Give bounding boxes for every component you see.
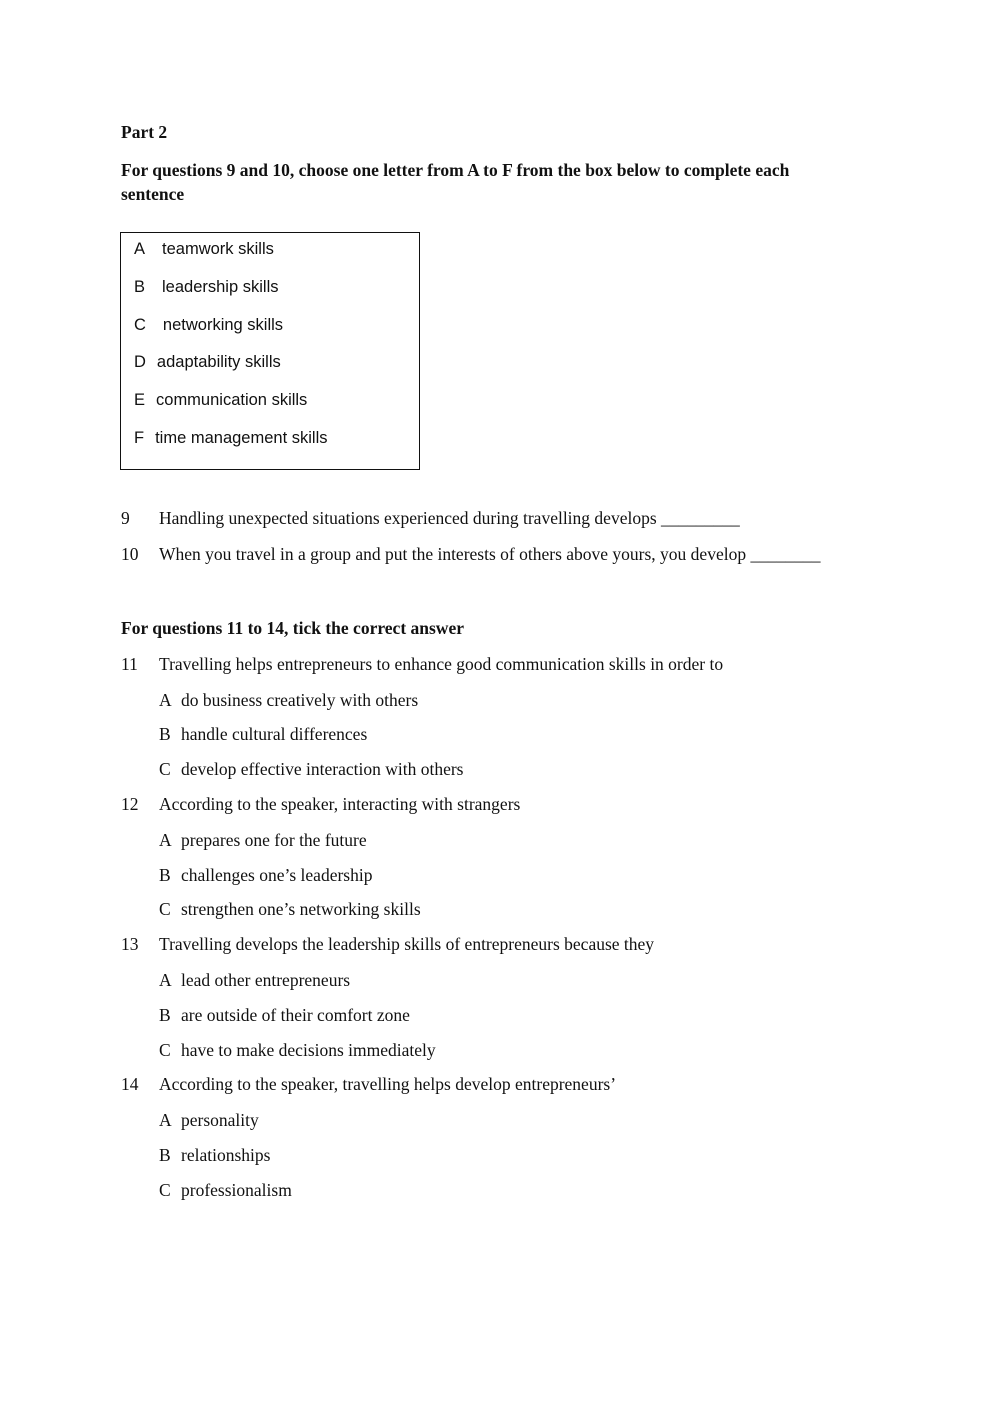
- question-number-9: 9: [121, 508, 130, 528]
- question-text-13: Travelling develops the leadership skills of entrepreneurs because they: [159, 934, 655, 954]
- option-letter[interactable]: B: [159, 724, 171, 744]
- option-text[interactable]: relationships: [181, 1145, 271, 1165]
- box-option-text: leadership skills: [162, 278, 279, 296]
- question-number-12: 12: [121, 794, 139, 814]
- option-text[interactable]: challenges one’s leadership: [181, 865, 373, 885]
- option-text[interactable]: prepares one for the future: [181, 830, 367, 850]
- question-text-10: When you travel in a group and put the interests of others above yours, you develop ________: [159, 544, 821, 564]
- question-number-13: 13: [121, 934, 139, 954]
- option-letter[interactable]: C: [159, 899, 171, 919]
- option-text[interactable]: lead other entrepreneurs: [181, 970, 351, 990]
- box-option-a: [134, 240, 274, 259]
- option-letter[interactable]: C: [159, 759, 171, 779]
- box-option-letter: A: [134, 240, 146, 258]
- option-letter[interactable]: B: [159, 1145, 171, 1165]
- option-letter[interactable]: A: [159, 1110, 172, 1130]
- box-option-d: [134, 353, 281, 372]
- option-text[interactable]: have to make decisions immediately: [181, 1040, 436, 1060]
- box-option-f: [134, 429, 328, 448]
- option-letter[interactable]: A: [159, 830, 172, 850]
- option-letter[interactable]: B: [159, 865, 171, 885]
- option-letter[interactable]: C: [159, 1040, 171, 1060]
- box-option-text: time management skills: [155, 429, 328, 447]
- question-text-9: Handling unexpected situations experienced during travelling develops _________: [159, 508, 740, 528]
- option-text[interactable]: professionalism: [181, 1180, 292, 1200]
- box-option-text: communication skills: [156, 391, 308, 409]
- option-letter[interactable]: B: [159, 1005, 171, 1025]
- option-letter[interactable]: C: [159, 1180, 171, 1200]
- box-option-text: networking skills: [162, 316, 284, 334]
- question-number-10: 10: [121, 544, 139, 564]
- part-title: Part 2: [121, 122, 168, 142]
- section2-instruction: For questions 11 to 14, tick the correct answer: [121, 618, 464, 638]
- question-number-14: 14: [121, 1074, 139, 1094]
- option-text[interactable]: are outside of their comfort zone: [181, 1005, 410, 1025]
- box-option-letter: B: [134, 278, 146, 296]
- box-option-b: [134, 278, 278, 297]
- box-option-letter: F: [134, 429, 145, 447]
- section1-instruction: For questions 9 and 10, choose one letter from A to F from the box below to complete each sentence: [121, 160, 790, 204]
- option-letter[interactable]: A: [159, 970, 172, 990]
- box-option-letter: C: [134, 316, 146, 334]
- option-text[interactable]: strengthen one’s networking skills: [181, 899, 421, 919]
- box-option-c: [134, 316, 283, 335]
- box-option-text: adaptability skills: [156, 353, 281, 371]
- question-text-14: According to the speaker, travelling helps develop entrepreneurs’: [159, 1074, 617, 1094]
- box-option-text: teamwork skills: [162, 240, 274, 258]
- skills-options-box: [120, 232, 420, 470]
- box-option-letter: D: [134, 353, 146, 371]
- question-text-11: Travelling helps entrepreneurs to enhance good communication skills in order to: [159, 654, 724, 674]
- question-number-11: 11: [121, 654, 138, 674]
- option-letter[interactable]: A: [159, 690, 172, 710]
- box-option-letter: E: [134, 391, 146, 409]
- question-text-12: According to the speaker, interacting with strangers: [159, 794, 521, 814]
- option-text[interactable]: develop effective interaction with others: [181, 759, 464, 779]
- box-option-e: [134, 391, 307, 410]
- option-text[interactable]: do business creatively with others: [181, 690, 419, 710]
- option-text[interactable]: handle cultural differences: [181, 724, 368, 744]
- option-text[interactable]: personality: [181, 1110, 259, 1130]
